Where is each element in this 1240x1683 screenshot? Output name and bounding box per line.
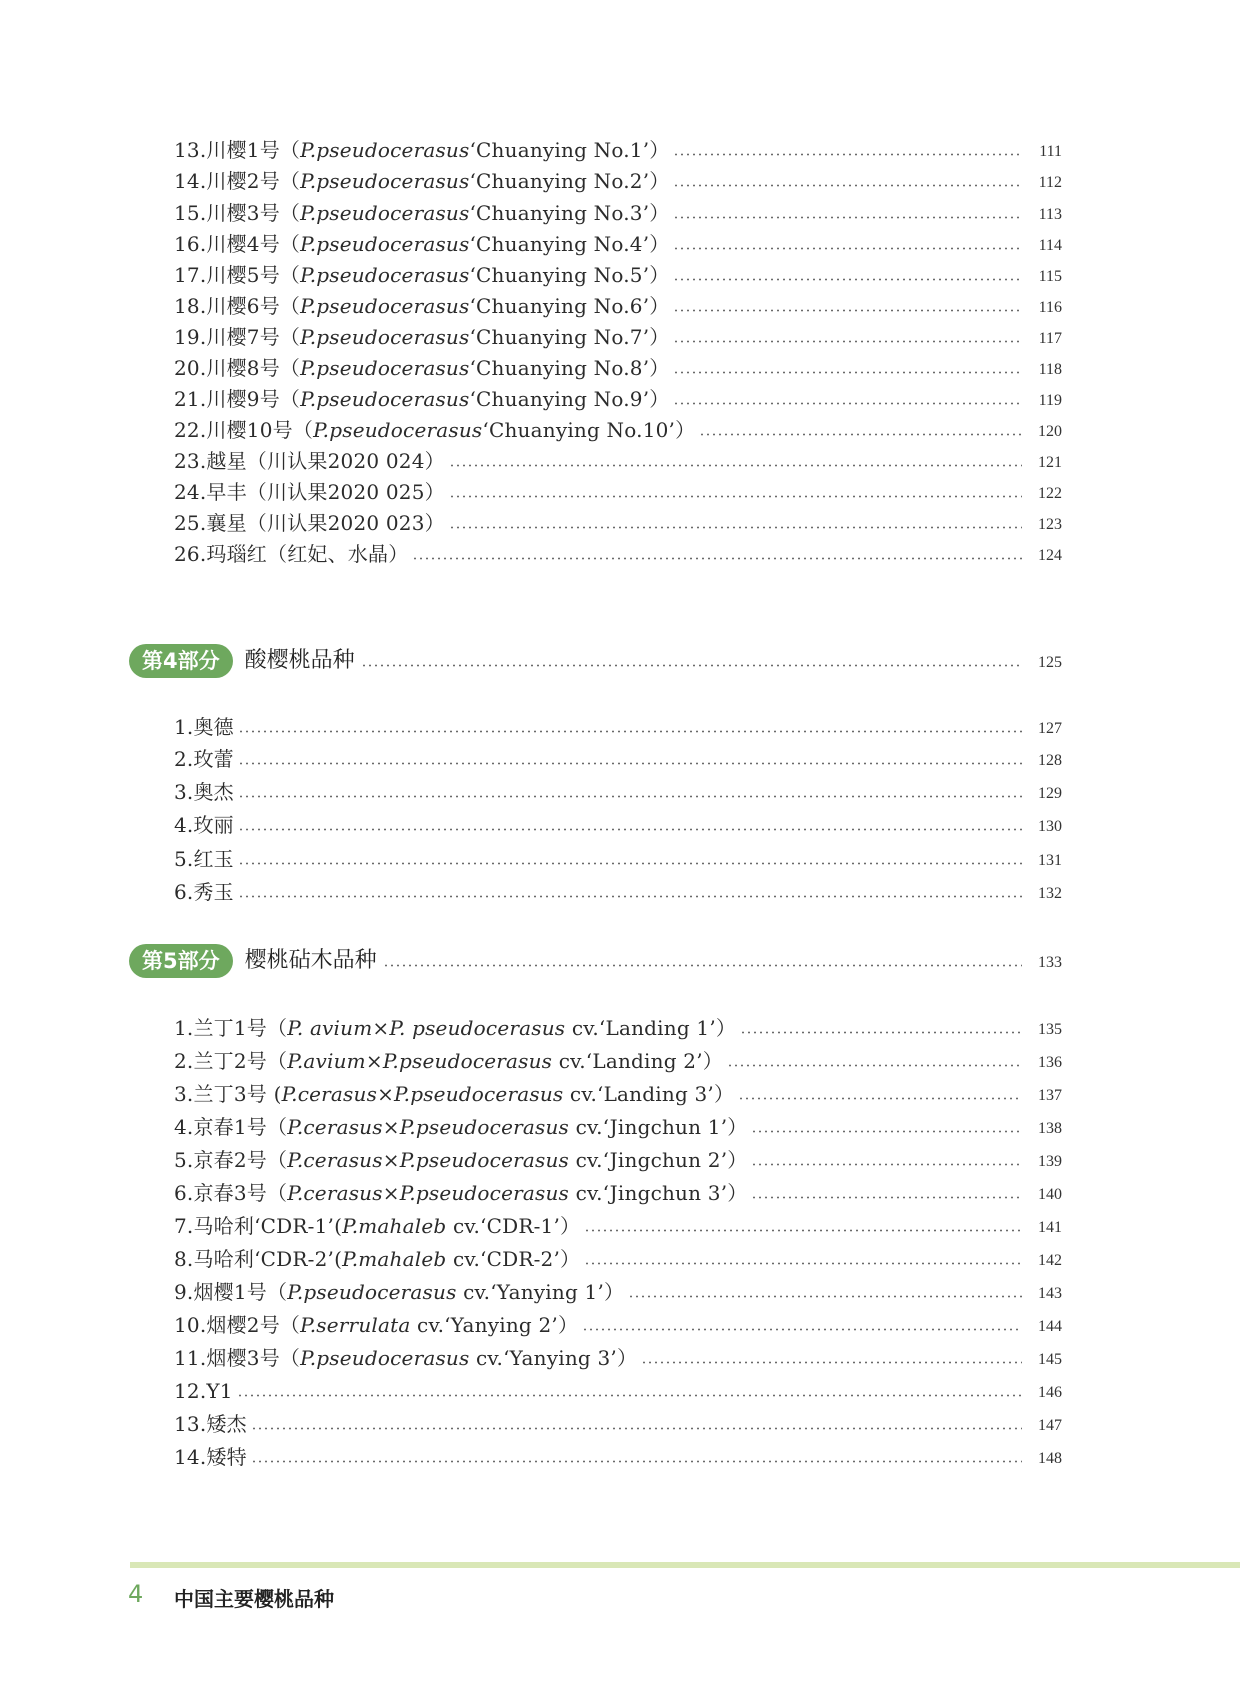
- toc-entry[interactable]: [174, 413, 1062, 443]
- entry-text: 15.川樱3号（P.pseudocerasus‘Chuanying No.3’）: [174, 201, 670, 225]
- entry-text: 14.川樱2号（P.pseudocerasus‘Chuanying No.2’）: [174, 169, 670, 193]
- toc-entry[interactable]: [174, 289, 1062, 319]
- entry-page-number: 138: [1038, 1120, 1062, 1137]
- entry-page-number: 137: [1038, 1087, 1062, 1104]
- entry-text: 18.川樱6号（P.pseudocerasus‘Chuanying No.6’）: [174, 294, 670, 318]
- dot-leader: [673, 184, 1022, 187]
- toc-entry[interactable]: [174, 227, 1062, 257]
- toc-entry[interactable]: [174, 842, 1062, 872]
- toc-entry[interactable]: [174, 1209, 1062, 1239]
- entry-text: 10.烟樱2号（P.serrulata cv.‘Yanying 2’）: [174, 1313, 579, 1337]
- entry-text: 7.马哈利‘CDR-1’(P.mahaleb cv.‘CDR-1’）: [174, 1214, 581, 1238]
- entry-text: 13.川樱1号（P.pseudocerasus‘Chuanying No.1’）: [174, 138, 670, 162]
- dot-leader: [751, 1196, 1022, 1199]
- section-heading-4[interactable]: [129, 642, 1062, 678]
- toc-entry[interactable]: [174, 1407, 1062, 1437]
- entry-text: 2.兰丁2号（P.avium×P.pseudocerasus cv.‘Landing 2’）: [174, 1049, 723, 1073]
- toc-entry[interactable]: [174, 382, 1062, 412]
- toc-entry[interactable]: [174, 710, 1062, 740]
- entry-page-number: 124: [1038, 547, 1062, 564]
- entry-text: 8.马哈利‘CDR-2’(P.mahaleb cv.‘CDR-2’）: [174, 1247, 581, 1271]
- entry-text: 19.川樱7号（P.pseudocerasus‘Chuanying No.7’）: [174, 325, 670, 349]
- dot-leader: [237, 1394, 1022, 1397]
- toc-entry[interactable]: [174, 775, 1062, 805]
- toc-entry[interactable]: [174, 1440, 1062, 1470]
- dot-leader: [251, 1460, 1022, 1463]
- entry-page-number: 114: [1038, 237, 1062, 254]
- section-title: 酸樱桃品种: [244, 648, 355, 673]
- entry-text: 3.兰丁3号 (P.cerasus×P.pseudocerasus cv.‘Landing 3’）: [174, 1082, 735, 1106]
- entry-text: 4.京春1号（P.cerasus×P.pseudocerasus cv.‘Jingchun 1’）: [174, 1115, 748, 1139]
- dot-leader: [584, 1229, 1022, 1232]
- entry-page-number: 130: [1038, 818, 1062, 835]
- toc-entry[interactable]: [174, 1110, 1062, 1140]
- entry-page-number: 111: [1039, 143, 1062, 160]
- entry-page-number: 112: [1038, 174, 1062, 191]
- dot-leader: [641, 1361, 1022, 1364]
- toc-entry[interactable]: [174, 875, 1062, 905]
- entry-text: 9.烟樱1号（P.pseudocerasus cv.‘Yanying 1’）: [174, 1280, 625, 1304]
- entry-text: 1.兰丁1号（P. avium×P. pseudocerasus cv.‘Landing 1’）: [174, 1016, 737, 1040]
- entry-page-number: 146: [1038, 1384, 1062, 1401]
- toc-entry[interactable]: [174, 1176, 1062, 1206]
- dot-leader: [673, 153, 1022, 156]
- entry-text: 16.川樱4号（P.pseudocerasus‘Chuanying No.4’）: [174, 232, 670, 256]
- entry-page-number: 136: [1038, 1054, 1062, 1071]
- section-badge: 第5部分: [129, 944, 233, 978]
- entry-page-number: 116: [1038, 299, 1062, 316]
- entry-text: 5.京春2号（P.cerasus×P.pseudocerasus cv.‘Jingchun 2’）: [174, 1148, 748, 1172]
- entry-text: 13.矮杰: [174, 1412, 247, 1436]
- dot-leader: [751, 1130, 1022, 1133]
- toc-entry[interactable]: [174, 444, 1062, 474]
- entry-text: 11.烟樱3号（P.pseudocerasus cv.‘Yanying 3’）: [174, 1346, 638, 1370]
- entry-page-number: 113: [1038, 206, 1062, 223]
- entry-text: 26.玛瑙红（红妃、水晶）: [174, 542, 409, 566]
- toc-entry[interactable]: [174, 1275, 1062, 1305]
- entry-page-number: 132: [1038, 885, 1062, 902]
- entry-text: 21.川樱9号（P.pseudocerasus‘Chuanying No.9’）: [174, 387, 670, 411]
- dot-leader: [449, 495, 1022, 498]
- entry-page-number: 127: [1038, 720, 1062, 737]
- dot-leader: [699, 433, 1022, 436]
- toc-entry[interactable]: [174, 1011, 1062, 1041]
- dot-leader: [673, 371, 1022, 374]
- section-badge: 第4部分: [129, 644, 233, 678]
- entry-text: 6.秀玉: [174, 880, 234, 904]
- dot-leader: [673, 340, 1022, 343]
- dot-leader: [628, 1295, 1022, 1298]
- entry-text: 4.玫丽: [174, 813, 234, 837]
- toc-entry[interactable]: [174, 1044, 1062, 1074]
- footer-book-title: 中国主要樱桃品种: [174, 1587, 334, 1611]
- entry-page-number: 121: [1038, 454, 1062, 471]
- dot-leader: [238, 795, 1022, 798]
- entry-text: 23.越星（川认果2020 024）: [174, 449, 445, 473]
- entry-page-number: 131: [1038, 852, 1062, 869]
- dot-leader: [738, 1097, 1022, 1100]
- section-page-number: 125: [1038, 654, 1062, 671]
- toc-entry[interactable]: [174, 320, 1062, 350]
- dot-leader: [238, 730, 1022, 733]
- toc-entry[interactable]: [174, 133, 1062, 163]
- dot-leader: [727, 1064, 1022, 1067]
- dot-leader: [383, 964, 1022, 967]
- entry-page-number: 147: [1038, 1417, 1062, 1434]
- footer-rule: [130, 1562, 1240, 1568]
- toc-entry[interactable]: [174, 196, 1062, 226]
- entry-page-number: 119: [1038, 392, 1062, 409]
- entry-text: 17.川樱5号（P.pseudocerasus‘Chuanying No.5’）: [174, 263, 670, 287]
- dot-leader: [251, 1427, 1022, 1430]
- dot-leader: [751, 1163, 1022, 1166]
- entry-text: 3.奥杰: [174, 780, 234, 804]
- entry-text: 6.京春3号（P.cerasus×P.pseudocerasus cv.‘Jingchun 3’）: [174, 1181, 748, 1205]
- entry-text: 25.襄星（川认果2020 023）: [174, 511, 445, 535]
- entry-page-number: 139: [1038, 1153, 1062, 1170]
- entry-page-number: 145: [1038, 1351, 1062, 1368]
- entry-page-number: 128: [1038, 752, 1062, 769]
- toc-entry[interactable]: [174, 351, 1062, 381]
- toc-entry[interactable]: [174, 1341, 1062, 1371]
- toc-entry[interactable]: [174, 1143, 1062, 1173]
- dot-leader: [673, 278, 1022, 281]
- entry-page-number: 117: [1038, 330, 1062, 347]
- dot-leader: [412, 557, 1022, 560]
- section-page-number: 133: [1038, 954, 1062, 971]
- toc-entry[interactable]: [174, 475, 1062, 505]
- entry-page-number: 118: [1038, 361, 1062, 378]
- dot-leader: [449, 526, 1022, 529]
- entry-text: 5.红玉: [174, 847, 234, 871]
- dot-leader: [584, 1262, 1022, 1265]
- dot-leader: [238, 828, 1022, 831]
- entry-page-number: 135: [1038, 1021, 1062, 1038]
- dot-leader: [582, 1328, 1022, 1331]
- entry-page-number: 122: [1038, 485, 1062, 502]
- toc-entry[interactable]: [174, 1077, 1062, 1107]
- toc-entry[interactable]: [174, 506, 1062, 536]
- entry-text: 12.Y1: [174, 1379, 233, 1403]
- entry-page-number: 144: [1038, 1318, 1062, 1335]
- section-title: 樱桃砧木品种: [244, 948, 377, 973]
- entry-page-number: 140: [1038, 1186, 1062, 1203]
- toc-entry[interactable]: [174, 808, 1062, 838]
- dot-leader: [238, 862, 1022, 865]
- dot-leader: [361, 664, 1022, 667]
- dot-leader: [740, 1031, 1022, 1034]
- dot-leader: [673, 402, 1022, 405]
- entry-text: 20.川樱8号（P.pseudocerasus‘Chuanying No.8’）: [174, 356, 670, 380]
- entry-page-number: 148: [1038, 1450, 1062, 1467]
- dot-leader: [238, 762, 1022, 765]
- entry-page-number: 115: [1038, 268, 1062, 285]
- toc-entry[interactable]: [174, 1374, 1062, 1404]
- entry-text: 2.玫蕾: [174, 747, 234, 771]
- toc-entry[interactable]: [174, 164, 1062, 194]
- dot-leader: [673, 247, 1022, 250]
- entry-text: 22.川樱10号（P.pseudocerasus‘Chuanying No.10’）: [174, 418, 696, 442]
- toc-entry[interactable]: [174, 1308, 1062, 1338]
- toc-entry[interactable]: [174, 1242, 1062, 1272]
- dot-leader: [449, 464, 1022, 467]
- entry-page-number: 120: [1038, 423, 1062, 440]
- dot-leader: [673, 216, 1022, 219]
- entry-page-number: 142: [1038, 1252, 1062, 1269]
- entry-text: 1.奥德: [174, 715, 234, 739]
- entry-page-number: 143: [1038, 1285, 1062, 1302]
- dot-leader: [673, 309, 1022, 312]
- toc-entry[interactable]: [174, 258, 1062, 288]
- entry-page-number: 141: [1038, 1219, 1062, 1236]
- entry-page-number: 129: [1038, 785, 1062, 802]
- entry-text: 14.矮特: [174, 1445, 247, 1469]
- dot-leader: [238, 895, 1022, 898]
- entry-text: 24.早丰（川认果2020 025）: [174, 480, 445, 504]
- entry-page-number: 123: [1038, 516, 1062, 533]
- footer-page-number: 4: [128, 1580, 144, 1608]
- toc-entry[interactable]: [174, 742, 1062, 772]
- toc-entry[interactable]: [174, 537, 1062, 567]
- section-heading-5[interactable]: [129, 942, 1062, 978]
